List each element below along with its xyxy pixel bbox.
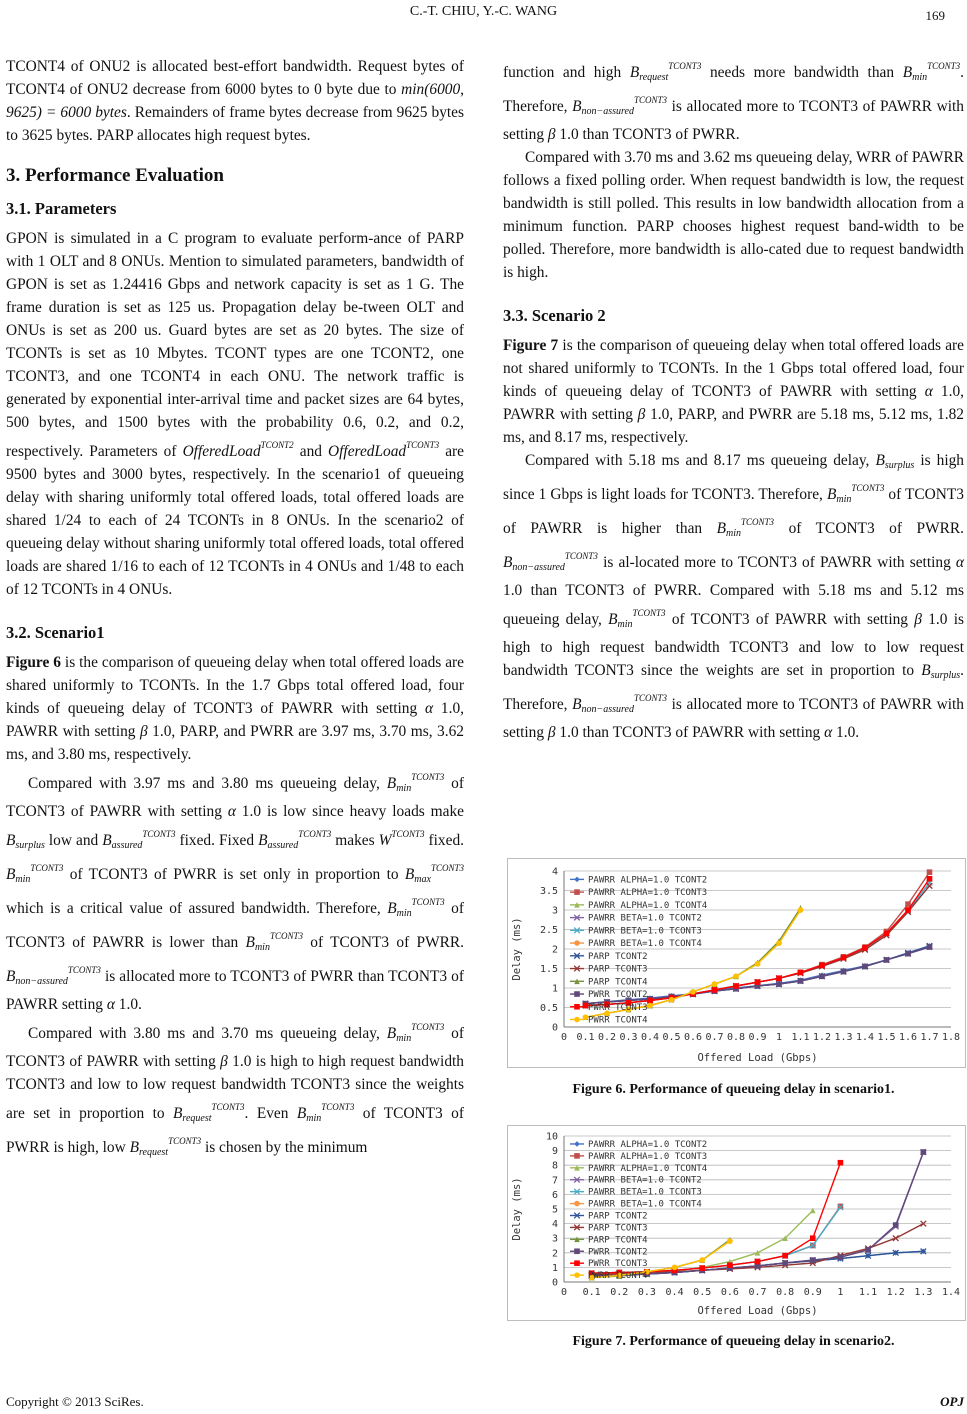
data-point (699, 1265, 705, 1271)
data-point (927, 869, 933, 875)
data-point (862, 964, 868, 970)
x-tick-label: 0.7 (705, 1032, 724, 1043)
data-point (819, 963, 825, 969)
y-tick-label: 0 (551, 1277, 558, 1289)
data-point (672, 1265, 678, 1271)
figure-7-chart (508, 1126, 965, 1320)
legend-entry: PAWRR ALPHA=1.0 TCONT2 (588, 875, 708, 886)
data-point (865, 1247, 871, 1253)
x-tick-label: 1.6 (898, 1032, 918, 1043)
y-tick-label: 3.5 (539, 886, 558, 897)
paragraph: Figure 6 is the comparison of queueing delay when total offered loads are shared uniformly to TCONTs. In the 1.7 Gbps total offered load, four kinds of queueing delay of TCONT3 of PAWRR with setting α 1.0, PAWRR with setting β 1.0, PARP, and PWRR are 3.97 ms, 3.70 ms, 3.62 ms, and 3.80 ms, respectively. (6, 654, 465, 763)
legend-entry: PWRR TCONT2 (588, 990, 648, 1001)
legend-entry: PARP TCONT4 (588, 977, 648, 988)
y-tick-label: 4 (551, 1219, 558, 1231)
x-tick-label: 0.3 (637, 1287, 656, 1298)
data-point (755, 979, 761, 985)
paragraph: TCONT4 of ONU2 is allocated best-effort bandwidth. Request bytes of TCONT4 of ONU2 decrease from 6000 bytes to 0 byte due to min(6000, 9625) = 6000 bytes. Remainders of frame bytes decrease from 9625 bytes to 3625 bytes. PARP allocates high request bytes. (6, 58, 464, 144)
x-tick-label: 0.4 (665, 1287, 684, 1298)
data-point (574, 1201, 580, 1207)
data-point (574, 1248, 580, 1254)
copyright: Copyright © 2013 SciRes. (6, 1394, 144, 1409)
y-tick-label: 1 (551, 983, 558, 995)
data-point (755, 961, 761, 967)
figure-ref: Figure 7 (503, 337, 559, 354)
y-tick-label: 3 (551, 905, 558, 917)
subsection-heading-scenario2: 3.3. Scenario 2 (503, 306, 606, 325)
y-tick-label: 5 (551, 1204, 558, 1216)
legend-entry: PAWRR BETA=1.0 TCONT2 (588, 913, 702, 924)
subsection-heading-scenario1: 3.2. Scenario1 (6, 623, 105, 642)
data-point (810, 1257, 816, 1263)
data-point (669, 997, 675, 1003)
data-point (574, 940, 580, 946)
x-tick-label: 1.4 (941, 1287, 961, 1298)
x-tick-label: 0.2 (610, 1287, 629, 1298)
data-point (699, 1257, 705, 1263)
data-point (776, 940, 782, 946)
paragraph: Compared with 3.97 ms and 3.80 ms queueing delay, $B_{min}^{TCONT3}$ of TCONT3 of PAWRR with setting α 1.0 is low since heavy loads make $B_{surplus}$ low and $B_{assured}^{TCONT3}$ fixed. Fixed $B_{assured}^{TCONT3}$ makes $W^{TCONT3}$ fixed. $B_{min}^{TCONT3}$ of TCONT3 of PWRR is set only in proportion to $B_{max}^{TCONT3}$ which is a critical value of assured bandwidth. Therefore, $B_{min}^{TCONT3}$ of TCONT3 of PAWRR is lower than $B_{min}^{TCONT3}$ of TCONT3 of PWRR. $B_{non-assured}^{TCONT3}$ is allocated more to TCONT3 of PWRR than TCONT3 of PAWRR setting α 1.0. (6, 772, 465, 1013)
running-header (0, 4, 967, 24)
x-tick-label: 0.7 (748, 1287, 767, 1298)
y-tick-label: 2 (551, 1248, 558, 1260)
y-tick-label: 9 (551, 1146, 558, 1158)
subsection-heading-parameters: 3.1. Parameters (6, 199, 117, 218)
legend-entry: PWRR TCONT4 (588, 1271, 648, 1282)
paragraph: GPON is simulated in a C program to evaluate perform-ance of PARP with 1 OLT and 8 ONUs. Mention to simulated parameters, bandwidth of GPON is set as 1.24416 Gbps and network capacity is set as 1 G. The frame duration is set as 125 us. Propagation delay be-tween OLT and ONUs is set as 200 us. Guard bytes are set as 20 bytes. The size of TCONTs is set as 10 Mbytes. TCONT types are one TCONT2, one TCONT3, and one TCONT4 in each ONU. The network traffic is generated by exponential inter-arrival time and packet sizes are 64 bytes, 500 bytes, and 1500 bytes with the probability 0.6, 0.2, and 0.2, respectively. Parameters of OfferedLoad$^{TCONT2}$ and OfferedLoad$^{TCONT3}$ are 9500 bytes and 3000 bytes, respectively. In the scenario1 of queueing delay with sharing uniformly total offered loads, total offered loads are shared 1/24 to each of 24 TCONTs in 8 ONUs. In the scenario2 of queueing delay without sharing uniformly total offered loads, total offered loads are shared 1/16 to each of 12 TCONTs in 4 ONUs and 1/48 to each of 12 TCONTs in 4 ONUs. (6, 230, 464, 598)
data-point (574, 1272, 580, 1278)
x-tick-label: 0.4 (640, 1032, 660, 1043)
x-tick-label: 1.2 (812, 1032, 832, 1043)
data-point (647, 998, 653, 1004)
paragraph: Compared with 3.70 ms and 3.62 ms queueing delay, WRR of PAWRR follows a fixed polling order. When request bandwidth is low, the request bandwidth is still polled. This results in low bandwidth allocation from a minimum function. PARP chooses highest request band-width to be polled. Therefore, more bandwidth is allo-cated due to request bandwidth is high. (503, 149, 964, 281)
legend-entry: PWRR TCONT2 (588, 1247, 648, 1258)
x-tick-label: 0.5 (662, 1032, 681, 1043)
data-point (574, 877, 580, 883)
y-axis-label: Delay (ms) (511, 1177, 523, 1241)
section-heading-performance-evaluation: 3. Performance Evaluation (6, 165, 224, 186)
data-point (905, 907, 911, 913)
y-tick-label: 4 (551, 866, 558, 878)
data-point (884, 957, 890, 963)
data-point (776, 981, 782, 987)
x-axis-label: Offered Load (Gbps) (697, 1305, 818, 1317)
x-tick-label: 0.1 (576, 1032, 595, 1043)
legend-entry: PAWRR ALPHA=1.0 TCONT3 (588, 888, 708, 899)
x-tick-label: 0.6 (720, 1287, 739, 1298)
x-tick-label: 1.7 (920, 1032, 939, 1043)
legend (570, 1140, 707, 1281)
data-point (838, 1160, 844, 1166)
data-point (819, 974, 825, 980)
data-point (712, 987, 718, 993)
figure-6 (507, 858, 966, 1068)
header-authors: C.-T. CHIU, Y.-C. WANG (409, 4, 558, 19)
page-footer (6, 1394, 964, 1410)
x-tick-label: 0.9 (748, 1032, 767, 1043)
paragraph: Compared with 3.80 ms and 3.70 ms queueing delay, $B_{min}^{TCONT3}$ of TCONT3 of PAWRR with setting β 1.0 is high to high request bandwidth TCONT3 and low to low request bandwidth TCONT3 since the weights are set in proportion to $B_{request}^{TCONT3}$. Even $B_{min}^{TCONT3}$ of TCONT3 of PWRR is high, low $B_{request}^{TCONT3}$ is chosen by the minimum (6, 1022, 465, 1158)
data-point (727, 1262, 733, 1268)
data-point (798, 907, 804, 913)
data-point (574, 889, 580, 895)
y-tick-label: 10 (545, 1131, 558, 1143)
x-axis-label: Offered Load (Gbps) (697, 1052, 818, 1064)
data-point (574, 1141, 580, 1147)
y-tick-label: 2.5 (539, 925, 558, 936)
page-number: 169 (925, 8, 945, 23)
journal-abbrev: OPJ (940, 1394, 964, 1409)
data-point (798, 978, 804, 984)
data-point (782, 1253, 788, 1259)
data-point (838, 1254, 844, 1260)
x-tick-label: 0.9 (803, 1287, 822, 1298)
legend-entry: PWRR TCONT3 (588, 1002, 648, 1013)
data-point (810, 1208, 816, 1214)
x-tick-label: 1.8 (941, 1032, 961, 1043)
data-point (776, 975, 782, 981)
figure-7 (507, 1125, 966, 1321)
x-tick-label: 0.2 (597, 1032, 617, 1043)
legend-entry: PAWRR BETA=1.0 TCONT4 (588, 939, 702, 950)
data-point (841, 955, 847, 961)
y-tick-label: 1.5 (539, 964, 558, 975)
legend-entry: PARP TCONT2 (588, 1211, 648, 1222)
figure-ref: Figure 6 (6, 654, 61, 671)
x-tick-label: 1.2 (886, 1287, 905, 1298)
x-tick-label: 1.4 (855, 1032, 875, 1043)
y-tick-label: 1 (551, 1262, 558, 1274)
data-point (862, 945, 868, 951)
figure-7-caption: Figure 7. Performance of queueing delay in scenario2. (572, 1334, 895, 1349)
paragraph: function and high $B_{request}^{TCONT3}$ needs more bandwidth than $B_{min}^{TCONT3}$. Therefore, $B_{non-assured}^{TCONT3}$ is allocated more to TCONT3 of PAWRR with setting β 1.0 than TCONT3 of PWRR. (503, 61, 965, 143)
legend-entry: PAWRR BETA=1.0 TCONT3 (588, 926, 702, 937)
x-tick-label: 0 (560, 1287, 568, 1298)
legend-entry: PAWRR ALPHA=1.0 TCONT2 (588, 1139, 708, 1150)
legend-entry: PAWRR BETA=1.0 TCONT3 (588, 1187, 702, 1198)
x-tick-label: 1 (837, 1287, 844, 1298)
legend-entry: PAWRR BETA=1.0 TCONT4 (588, 1199, 702, 1210)
x-tick-label: 0.5 (693, 1287, 712, 1298)
legend-entry: PARP TCONT4 (588, 1235, 648, 1246)
data-point (927, 944, 933, 950)
x-tick-label: 0.1 (582, 1287, 601, 1298)
x-tick-label: 1 (775, 1032, 783, 1043)
data-point (733, 983, 739, 989)
legend-entry: PAWRR BETA=1.0 TCONT2 (588, 1175, 702, 1186)
x-tick-label: 0.8 (726, 1032, 746, 1043)
legend (570, 875, 707, 1025)
x-tick-label: 0 (560, 1032, 568, 1043)
legend-entry: PWRR TCONT3 (588, 1259, 648, 1270)
y-tick-label: 3 (551, 1233, 558, 1245)
data-point (798, 970, 804, 976)
data-point (733, 974, 739, 980)
figure-6-caption: Figure 6. Performance of queueing delay in scenario1. (572, 1082, 895, 1097)
data-point (574, 1153, 580, 1159)
x-tick-label: 1.1 (859, 1287, 878, 1298)
legend-entry: PARP TCONT3 (588, 964, 648, 975)
right-column (503, 55, 964, 744)
data-point (647, 1003, 653, 1009)
data-point (574, 1017, 580, 1023)
y-tick-label: 2 (551, 944, 558, 956)
data-point (727, 1238, 733, 1244)
data-point (893, 1222, 899, 1228)
x-tick-label: 1.3 (834, 1032, 853, 1043)
x-tick-label: 0.8 (776, 1287, 795, 1298)
legend-entry: PARP TCONT3 (588, 1223, 648, 1234)
x-tick-label: 1.3 (914, 1287, 933, 1298)
data-point (755, 1259, 761, 1265)
y-axis-label: Delay (ms) (511, 917, 523, 981)
data-point (690, 989, 696, 995)
legend-entry: PWRR TCONT4 (588, 1015, 648, 1026)
data-point (905, 951, 911, 957)
data-point (574, 1260, 580, 1266)
data-point (921, 1149, 927, 1155)
legend-entry: PAWRR ALPHA=1.0 TCONT3 (588, 1151, 708, 1162)
legend-entry: PARP TCONT2 (588, 951, 648, 962)
left-column (6, 55, 464, 1164)
y-tick-label: 6 (551, 1189, 558, 1201)
data-point (782, 1260, 788, 1266)
figure-6-chart (508, 859, 965, 1067)
x-tick-label: 0.3 (619, 1032, 638, 1043)
y-tick-label: 8 (551, 1160, 558, 1172)
legend-entry: PAWRR ALPHA=1.0 TCONT4 (588, 1163, 708, 1174)
data-point (712, 981, 718, 987)
x-tick-label: 0.6 (683, 1032, 703, 1043)
data-point (884, 931, 890, 937)
data-point (574, 991, 580, 997)
x-tick-label: 1.1 (791, 1032, 810, 1043)
paragraph: Figure 7 is the comparison of queueing delay when total offered loads are not shared uniformly to TCONTs. In the 1 Gbps total offered load, four kinds of queueing delay of TCONT3 of PAWRR with setting α 1.0, PAWRR with setting β 1.0, PARP, and PWRR are 5.18 ms, 5.12 ms, 1.82 ms, and 8.17 ms, respectively. (503, 337, 964, 446)
y-tick-label: 7 (551, 1175, 558, 1187)
y-tick-label: 0.5 (539, 1003, 558, 1014)
data-point (841, 969, 847, 975)
y-tick-label: 0 (551, 1022, 558, 1034)
data-point (810, 1235, 816, 1241)
data-point (927, 876, 933, 882)
x-tick-label: 1.5 (877, 1032, 896, 1043)
legend-entry: PAWRR ALPHA=1.0 TCONT4 (588, 900, 708, 911)
data-point (574, 1004, 580, 1010)
paragraph: Compared with 5.18 ms and 8.17 ms queueing delay, $B_{surplus}$ is high since 1 Gbps is light loads for TCONT3. Therefore, $B_{min}^{TCONT3}$ of TCONT3 of PAWRR is higher than $B_{min}^{TCONT3}$ of TCONT3 of PWRR. $B_{non-assured}^{TCONT3}$ is al-located more to TCONT3 of PAWRR with setting α 1.0 than TCONT3 of PWRR. Compared with 5.18 ms and 5.12 ms queueing delay, $B_{min}^{TCONT3}$ of TCONT3 of PAWRR with setting β 1.0 is high to high request bandwidth TCONT3 and low to low request bandwidth TCONT3 since the weights are set in proportion to $B_{surplus}$. Therefore, $B_{non-assured}^{TCONT3}$ is allocated more to TCONT3 of PAWRR with setting β 1.0 than TCONT3 of PAWRR with setting α 1.0. (503, 452, 965, 741)
